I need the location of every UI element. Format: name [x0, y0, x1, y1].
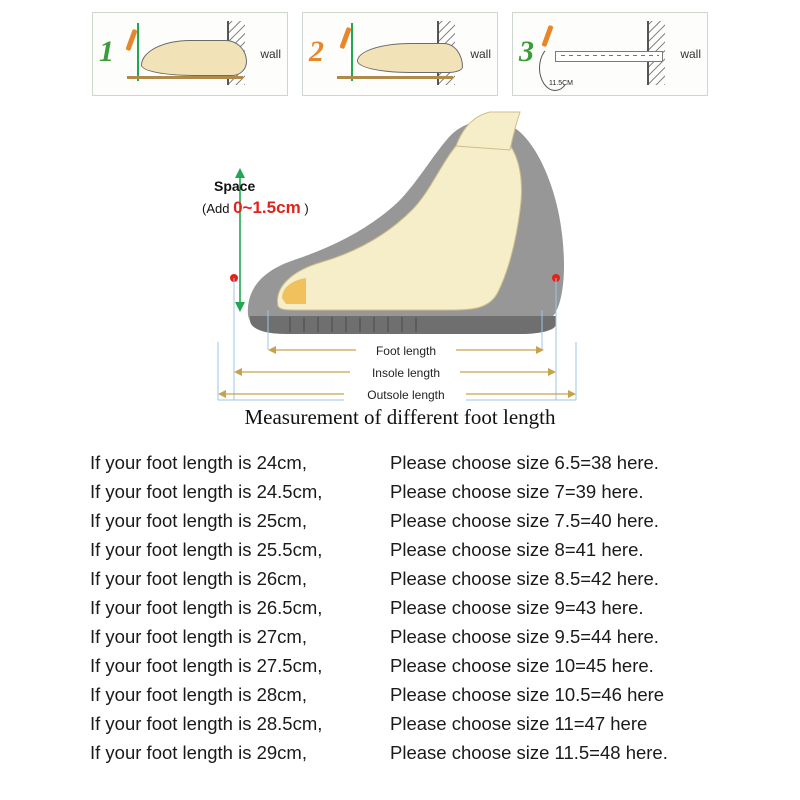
table-row	[90, 738, 730, 767]
foot-length-text: If your foot length is 25cm,	[90, 509, 307, 531]
foot-length-text: If your foot length is 24cm,	[90, 451, 307, 473]
foot-length-text: If your foot length is 26cm,	[90, 567, 307, 589]
size-choice-text: Please choose size 7.5=40 here.	[390, 509, 659, 531]
foot-length-text: If your foot length is 27.5cm,	[90, 654, 323, 676]
floor-line-icon	[337, 76, 453, 79]
wall-label: wall	[470, 47, 491, 61]
foot-top-view-icon	[357, 43, 463, 73]
table-row	[90, 680, 730, 709]
orange-pen-icon	[125, 29, 137, 51]
size-choice-text: Please choose size 10=45 here.	[390, 654, 654, 676]
foot-length-text: If your foot length is 27cm,	[90, 625, 307, 647]
wall-label: wall	[680, 47, 701, 61]
foot-length-text: If your foot length is 26.5cm,	[90, 596, 323, 618]
measure-dotted-line-icon	[561, 55, 659, 56]
table-row	[90, 593, 730, 622]
table-row	[90, 477, 730, 506]
orange-pen-icon	[339, 27, 351, 49]
add-prefix: (Add	[202, 201, 230, 216]
step-number-label: 2	[309, 35, 324, 68]
insole-length-label: Insole length	[371, 366, 441, 380]
foot-length-text: If your foot length is 24.5cm,	[90, 480, 323, 502]
foot-length-text: If your foot length is 29cm,	[90, 741, 307, 763]
size-choice-text: Please choose size 8=41 here.	[390, 538, 644, 560]
foot-shoe-svg	[190, 110, 610, 440]
green-guide-line-icon	[351, 23, 353, 81]
size-choice-text: Please choose size 9.5=44 here.	[390, 625, 659, 647]
size-choice-text: Please choose size 11=47 here	[390, 712, 648, 734]
wall-label: wall	[260, 47, 281, 61]
step-card-1	[92, 12, 288, 96]
foot-length-text: If your foot length is 28.5cm,	[90, 712, 323, 734]
size-choice-text: Please choose size 9=43 here.	[390, 596, 644, 618]
step-card-3	[512, 12, 708, 96]
foot-length-label: Foot length	[375, 344, 437, 358]
size-choice-text: Please choose size 11.5=48 here.	[390, 741, 668, 763]
floor-line-icon	[127, 76, 243, 79]
size-choice-text: Please choose size 6.5=38 here.	[390, 451, 659, 473]
table-row	[90, 564, 730, 593]
measurement-steps-strip	[92, 12, 708, 96]
foot-length-text: If your foot length is 28cm,	[90, 683, 307, 705]
foot-side-view-icon	[141, 40, 247, 76]
shoe-sole-shape	[250, 316, 556, 334]
table-row	[90, 622, 730, 651]
diagram-caption: Measurement of different foot length	[244, 405, 556, 429]
table-row	[90, 709, 730, 738]
space-label: Space	[214, 178, 256, 194]
table-row	[90, 651, 730, 680]
outsole-length-label: Outsole length	[367, 388, 445, 402]
orange-pen-icon	[541, 25, 553, 47]
add-value: 0~1.5cm	[233, 198, 301, 217]
step-number-label: 3	[519, 35, 534, 68]
size-choice-text: Please choose size 8.5=42 here.	[390, 567, 659, 589]
foot-shoe-measurement-diagram	[190, 110, 610, 440]
size-choice-text: Please choose size 10.5=46 here	[390, 683, 665, 705]
green-guide-line-icon	[137, 23, 139, 81]
foot-length-text: If your foot length is 25.5cm,	[90, 538, 323, 560]
step-number-label: 1	[99, 35, 114, 68]
table-row	[90, 535, 730, 564]
leg-shape	[456, 112, 520, 150]
size-conversion-table	[90, 448, 730, 767]
space-add-label	[202, 198, 309, 218]
table-row	[90, 448, 730, 477]
measure-value-label: 11.5CM	[549, 80, 573, 87]
ruler-icon	[555, 51, 663, 62]
size-choice-text: Please choose size 7=39 here.	[390, 480, 644, 502]
table-row	[90, 506, 730, 535]
step-card-2	[302, 12, 498, 96]
add-suffix: )	[304, 201, 309, 216]
